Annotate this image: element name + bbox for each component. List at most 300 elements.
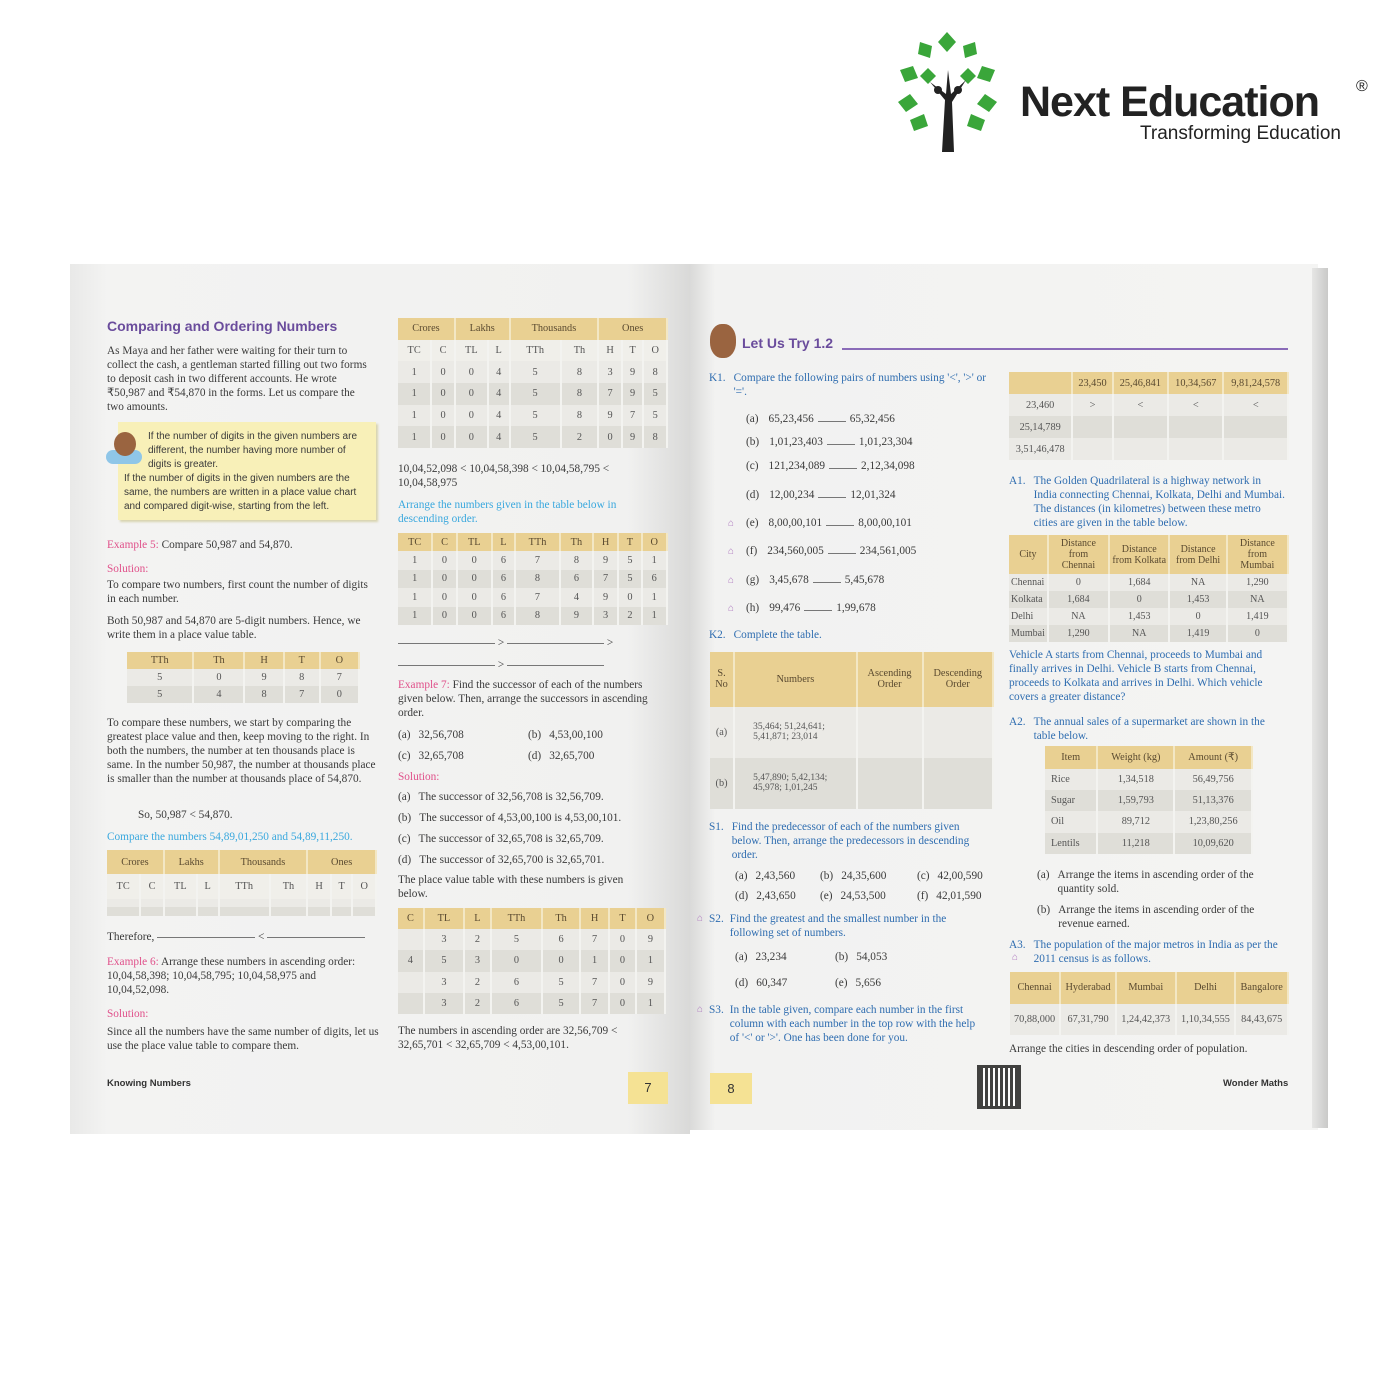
table-cell: NA bbox=[1109, 625, 1170, 642]
option-label: (d) bbox=[528, 750, 542, 762]
column-header: Mumbai bbox=[1116, 972, 1176, 1004]
home-icon: ⌂ bbox=[697, 1004, 704, 1015]
s2-label: S2. bbox=[709, 913, 724, 925]
answer-blank[interactable] bbox=[827, 444, 855, 445]
column-header: TTh bbox=[515, 533, 560, 551]
compare-exercise: Compare the numbers 54,89,01,250 and 54,89,11,250. bbox=[107, 831, 353, 843]
blank-place-value-table bbox=[107, 850, 377, 916]
column-header: Distance from Delhi bbox=[1169, 535, 1226, 574]
column-header: T bbox=[331, 874, 353, 898]
therefore-label: Therefore, bbox=[107, 931, 155, 943]
table-row bbox=[398, 588, 667, 606]
option-label: (b) bbox=[835, 951, 849, 963]
column-header: TC bbox=[107, 874, 140, 898]
column-header: Item bbox=[1045, 746, 1097, 769]
answer-blank[interactable] bbox=[398, 643, 495, 644]
answer-blank[interactable] bbox=[804, 610, 832, 611]
table-cell: 67,31,790 bbox=[1060, 1004, 1116, 1036]
table-cell: 0 bbox=[455, 405, 488, 427]
k1-item bbox=[728, 573, 884, 588]
column-header: H bbox=[307, 874, 331, 898]
table-cell: 1,419 bbox=[1169, 625, 1226, 642]
table-cell bbox=[857, 707, 923, 758]
table-cell: Rice bbox=[1045, 769, 1097, 790]
table-cell: 0 bbox=[431, 383, 455, 405]
table-row bbox=[1009, 608, 1288, 625]
page-number-8: 8 bbox=[710, 1073, 752, 1104]
a2-items bbox=[1037, 868, 1287, 931]
column-header bbox=[1009, 372, 1072, 394]
intro-paragraph: As Maya and her father were waiting for their turn to collect the cash, a gentleman started filling out two forms to deposit cash in two different accounts. He wrote ₹50,987 and ₹54,870 in the forms. Let us compare the two amounts. bbox=[107, 345, 367, 413]
ascending-result-7: The numbers in ascending order are 32,56,709 < 32,65,701 < 32,65,709 < 4,53,00,101. bbox=[398, 1025, 618, 1051]
table-cell: 7 bbox=[320, 669, 359, 686]
option-label: (a) bbox=[735, 951, 748, 963]
table-cell bbox=[1223, 416, 1288, 438]
table-cell: 3 bbox=[424, 972, 464, 993]
sales-table bbox=[1045, 746, 1253, 854]
table-row bbox=[398, 929, 665, 950]
option-label: (d) bbox=[735, 890, 749, 902]
answer-blank[interactable] bbox=[507, 665, 604, 666]
option-value: 54,053 bbox=[856, 951, 888, 963]
option-label: (c) bbox=[917, 870, 930, 882]
column-header: Delhi bbox=[1176, 972, 1236, 1004]
table-cell bbox=[1168, 416, 1223, 438]
table-cell: 1,59,793 bbox=[1097, 790, 1174, 811]
table-header-row bbox=[398, 908, 665, 929]
table-cell: 9 bbox=[593, 588, 618, 606]
column-header: Th bbox=[561, 340, 599, 362]
qr-code-icon[interactable] bbox=[980, 1068, 1018, 1106]
less-than-sign: < bbox=[258, 931, 265, 943]
option-value: 4,53,00,100 bbox=[549, 729, 603, 741]
table-cell bbox=[140, 899, 164, 908]
table-row bbox=[1010, 1004, 1288, 1036]
table-cell bbox=[219, 907, 270, 916]
k1-item bbox=[728, 435, 913, 449]
item-value-right: 5,45,678 bbox=[844, 574, 885, 586]
table-cell: 6 bbox=[542, 929, 580, 950]
table-cell: 8 bbox=[284, 669, 320, 686]
column-header: C bbox=[140, 874, 164, 898]
option-value: 42,01,590 bbox=[936, 890, 982, 902]
table-row bbox=[1045, 811, 1252, 832]
item-label: (d) bbox=[746, 489, 760, 501]
table-row bbox=[398, 361, 667, 383]
column-header: O bbox=[636, 908, 665, 929]
table-cell bbox=[352, 899, 376, 908]
column-group-header: Ones bbox=[598, 318, 667, 340]
greater-than-sign: > bbox=[606, 637, 614, 649]
answer-blank[interactable] bbox=[818, 497, 846, 498]
answer-blank[interactable] bbox=[828, 553, 856, 554]
item-value-left: 234,560,005 bbox=[767, 545, 824, 557]
table-cell: 2 bbox=[464, 929, 491, 950]
table-cell: 0 bbox=[609, 929, 636, 950]
example-7-solutions bbox=[398, 790, 621, 867]
column-header: Distance from Chennai bbox=[1048, 535, 1109, 574]
option-value: 32,65,700 bbox=[549, 750, 595, 762]
table-cell: 9 bbox=[560, 607, 593, 625]
option-value: 2,43,650 bbox=[756, 890, 796, 902]
table-cell: 5 bbox=[618, 551, 641, 569]
item-label: (h) bbox=[746, 602, 760, 614]
table-cell: 7 bbox=[580, 972, 609, 993]
column-header: H bbox=[580, 908, 609, 929]
table-cell: 3 bbox=[464, 950, 491, 971]
table-cell: 0 bbox=[457, 607, 492, 625]
table-cell: 1 bbox=[398, 551, 432, 569]
column-header: Distance from Kolkata bbox=[1109, 535, 1170, 574]
table-cell bbox=[140, 907, 164, 916]
chapter-footer: Knowing Numbers bbox=[107, 1078, 191, 1089]
table-row bbox=[127, 669, 359, 686]
k1-item bbox=[728, 544, 916, 559]
item-value-right: 2,12,34,098 bbox=[861, 460, 915, 472]
table-cell bbox=[164, 907, 197, 916]
brand-name: Next Education bbox=[1020, 78, 1319, 126]
table-cell bbox=[1223, 438, 1288, 460]
table-cell: 0 bbox=[455, 361, 488, 383]
table-cell: < bbox=[1113, 394, 1168, 416]
table-cell: 8 bbox=[561, 361, 599, 383]
answer-blank[interactable] bbox=[829, 468, 857, 469]
table-cell: 9 bbox=[593, 551, 618, 569]
column-header: L bbox=[197, 874, 219, 898]
answer-blank[interactable] bbox=[157, 937, 255, 938]
table-subheader bbox=[107, 874, 376, 898]
item-value-right: 1,99,678 bbox=[836, 602, 876, 614]
table-cell bbox=[398, 993, 424, 1014]
table-row bbox=[1009, 438, 1288, 460]
successor-table bbox=[398, 908, 666, 1014]
table-row bbox=[398, 383, 667, 405]
a3-question: The population of the major metros in India as per the 2011 census is as follows. bbox=[1033, 939, 1278, 965]
table-cell: 4 bbox=[488, 405, 510, 427]
option-label: (f) bbox=[917, 890, 929, 902]
option-label: (b) bbox=[820, 870, 834, 882]
table-cell: 9 bbox=[636, 929, 665, 950]
table-row bbox=[1045, 833, 1252, 854]
table-cell: 1 bbox=[398, 607, 432, 625]
table-row bbox=[398, 972, 665, 993]
descending-table bbox=[398, 533, 668, 625]
table-cell: 1 bbox=[636, 993, 665, 1014]
table-row bbox=[1045, 769, 1252, 790]
table-cell bbox=[1113, 416, 1168, 438]
s3-question: In the table given, compare each number in the first column with each number in the top row with the help of '<' or '>'. One has been done for you. bbox=[729, 1004, 976, 1044]
k1-label: K1. bbox=[709, 372, 726, 384]
table-cell: 0 bbox=[457, 570, 492, 588]
column-header: TL bbox=[164, 874, 197, 898]
table-cell: 11,218 bbox=[1097, 833, 1174, 854]
table-row bbox=[398, 570, 667, 588]
example-5-text: Compare 50,987 and 54,870. bbox=[161, 539, 293, 551]
option-value: 24,53,500 bbox=[840, 890, 886, 902]
option-value: 32,56,708 bbox=[418, 729, 464, 741]
table-cell bbox=[398, 972, 424, 993]
answer-blank[interactable] bbox=[507, 643, 604, 644]
table-cell: 1 bbox=[398, 588, 432, 606]
table-cell: 5 bbox=[542, 993, 580, 1014]
answer-blank[interactable] bbox=[818, 421, 846, 422]
s2-options bbox=[735, 950, 935, 990]
table-cell: 1 bbox=[642, 588, 667, 606]
column-header: L bbox=[492, 533, 515, 551]
table-cell: 2 bbox=[561, 426, 599, 448]
column-header: Numbers bbox=[734, 652, 857, 707]
item-value-left: 65,23,456 bbox=[768, 413, 814, 425]
table-cell: 10,09,620 bbox=[1174, 833, 1252, 854]
column-header: Ascending Order bbox=[857, 652, 923, 707]
table-cell: 8 bbox=[515, 607, 560, 625]
s1-label: S1. bbox=[709, 821, 724, 833]
solution-label: (b) bbox=[398, 812, 412, 824]
table-cell: 1 bbox=[398, 383, 431, 405]
table-cell: 0 bbox=[457, 551, 492, 569]
table-cell: 9 bbox=[622, 361, 644, 383]
column-group-header: Ones bbox=[307, 850, 376, 874]
table-cell: 9 bbox=[636, 972, 665, 993]
table-cell: 1,419 bbox=[1227, 608, 1288, 625]
example-6-text: Arrange these numbers in ascending order: 10,04,58,398; 10,04,58,795; 10,04,58,975 and 10,04,52,098. bbox=[107, 956, 356, 996]
tree-logo-icon bbox=[890, 30, 1005, 155]
option-label: (a) bbox=[735, 870, 748, 882]
table-cell bbox=[1113, 438, 1168, 460]
s3-comparison-table bbox=[1009, 372, 1289, 460]
table-cell: 7 bbox=[515, 551, 560, 569]
table-cell bbox=[307, 899, 331, 908]
table-cell: Sugar bbox=[1045, 790, 1097, 811]
table-cell: 1 bbox=[398, 405, 431, 427]
table-cell: 70,88,000 bbox=[1010, 1004, 1060, 1036]
table-header-row bbox=[1009, 535, 1288, 574]
table-cell: 0 bbox=[455, 426, 488, 448]
table-cell: 5 bbox=[127, 686, 193, 703]
table-cell: 1,684 bbox=[1048, 591, 1109, 608]
a2-label: A2. bbox=[1009, 716, 1026, 728]
table-cell: 5 bbox=[542, 972, 580, 993]
table-cell: 9 bbox=[244, 669, 283, 686]
s1-question: Find the predecessor of each of the numbers given below. Then, arrange the predecessors in descending order. bbox=[731, 821, 970, 861]
home-icon: ⌂ bbox=[1012, 952, 1019, 963]
column-header: Descending Order bbox=[923, 652, 994, 707]
table-cell: 1,453 bbox=[1109, 608, 1170, 625]
table-group-header bbox=[398, 318, 667, 340]
table-cell bbox=[107, 907, 140, 916]
option-label: (e) bbox=[820, 890, 833, 902]
table-cell: 4 bbox=[398, 950, 424, 971]
table-header-row bbox=[398, 533, 667, 551]
option-label: (b) bbox=[528, 729, 542, 741]
home-icon: ⌂ bbox=[728, 575, 735, 586]
s1-options bbox=[735, 869, 997, 903]
item-value-right: 8,00,00,101 bbox=[858, 517, 912, 529]
table-cell: 3 bbox=[424, 993, 464, 1014]
column-header: Amount (₹) bbox=[1174, 746, 1252, 769]
k1-item bbox=[728, 412, 895, 426]
table-cell: 8 bbox=[560, 551, 593, 569]
table-cell: 1,290 bbox=[1048, 625, 1109, 642]
brand-logo bbox=[890, 30, 1370, 160]
column-header: TTh bbox=[491, 908, 542, 929]
table-cell: 7 bbox=[593, 570, 618, 588]
table-cell: Chennai bbox=[1009, 574, 1048, 591]
solution-line: The successor of 32,56,708 is 32,56,709. bbox=[418, 791, 604, 803]
k1-item bbox=[728, 601, 876, 616]
table-cell: 1 bbox=[398, 361, 431, 383]
answer-blank[interactable] bbox=[398, 665, 495, 666]
table-cell: (b) bbox=[710, 758, 734, 809]
table-cell: 8 bbox=[561, 405, 599, 427]
table-cell bbox=[1072, 438, 1112, 460]
table-cell: 3 bbox=[424, 929, 464, 950]
column-header: 25,46,841 bbox=[1113, 372, 1168, 394]
table-cell: 0 bbox=[491, 950, 542, 971]
table-cell: 7 bbox=[515, 588, 560, 606]
table-cell: 1,10,34,555 bbox=[1176, 1004, 1236, 1036]
table-cell: 0 bbox=[431, 426, 455, 448]
table-cell: 0 bbox=[432, 570, 456, 588]
a1-question: The Golden Quadrilateral is a highway network in India connecting Chennai, Kolkata, Delhi and Mumbai. The distances (in kilometres) between these metro cities are given in the table below. bbox=[1033, 475, 1285, 529]
column-header: Bangalore bbox=[1235, 972, 1288, 1004]
table-cell: 8 bbox=[515, 570, 560, 588]
table-cell: 5 bbox=[491, 929, 542, 950]
answer-blank[interactable] bbox=[813, 582, 841, 583]
table-cell: 0 bbox=[431, 405, 455, 427]
item-value-left: 99,476 bbox=[769, 602, 801, 614]
home-icon: ⌂ bbox=[728, 518, 735, 529]
table-cell: 0 bbox=[618, 588, 641, 606]
table-row bbox=[398, 426, 667, 448]
column-header: Th bbox=[542, 908, 580, 929]
table-row bbox=[1009, 416, 1288, 438]
k2-label: K2. bbox=[709, 629, 726, 641]
greater-than-sign: > bbox=[497, 637, 505, 649]
column-group-header: Lakhs bbox=[164, 850, 219, 874]
table-cell: 6 bbox=[492, 570, 515, 588]
column-header: Th bbox=[270, 874, 308, 898]
solution-label: (d) bbox=[398, 854, 412, 866]
table-cell bbox=[107, 899, 140, 908]
table-cell: 1,34,518 bbox=[1097, 769, 1174, 790]
table-cell bbox=[1168, 438, 1223, 460]
table-cell: 5 bbox=[618, 570, 641, 588]
table-row bbox=[398, 405, 667, 427]
option-value: 2,43,560 bbox=[755, 870, 796, 882]
column-header: C bbox=[431, 340, 455, 362]
descending-exercise: Arrange the numbers given in the table below in descending order. bbox=[398, 499, 617, 525]
column-header: TTh bbox=[510, 340, 561, 362]
example-7-text: Find the successor of each of the numbers given below. Then, arrange the successors in ascending order. bbox=[398, 679, 648, 719]
table-cell: 1 bbox=[636, 950, 665, 971]
column-header: TTh bbox=[127, 652, 193, 669]
home-icon: ⌂ bbox=[697, 913, 704, 924]
table-cell: 2 bbox=[464, 972, 491, 993]
table-cell: 8 bbox=[643, 426, 667, 448]
item-value-left: 8,00,00,101 bbox=[768, 517, 823, 529]
table-cell: 3,51,46,478 bbox=[1009, 438, 1072, 460]
k1-item bbox=[728, 459, 915, 473]
table-cell: 1 bbox=[398, 426, 431, 448]
table-cell: 0 bbox=[432, 607, 456, 625]
answer-blank[interactable] bbox=[267, 937, 365, 938]
item-label: (b) bbox=[746, 436, 760, 448]
table-cell: 1,290 bbox=[1227, 574, 1288, 591]
ascending-result-6: 10,04,52,098 < 10,04,58,398 < 10,04,58,795 < 10,04,58,975 bbox=[398, 463, 610, 489]
table-row bbox=[107, 899, 376, 908]
place-value-intro: The place value table with these numbers is given below. bbox=[398, 874, 624, 900]
table-cell: NA bbox=[1227, 591, 1288, 608]
table-cell: 7 bbox=[580, 929, 609, 950]
page-number-7: 7 bbox=[628, 1072, 668, 1104]
table-row bbox=[1009, 394, 1288, 416]
table-header-row bbox=[1045, 746, 1252, 769]
table-cell: 0 bbox=[432, 551, 456, 569]
population-table bbox=[1010, 972, 1289, 1035]
item-text: Arrange the items in ascending order of the quantity sold. bbox=[1057, 869, 1254, 895]
column-header: TL bbox=[424, 908, 464, 929]
example-7-options bbox=[398, 728, 658, 763]
k2-question: Complete the table. bbox=[733, 629, 822, 641]
table-cell: 7 bbox=[622, 405, 644, 427]
table-cell: 9 bbox=[598, 405, 622, 427]
item-label: (b) bbox=[1037, 904, 1051, 916]
table-cell: 7 bbox=[284, 686, 320, 703]
column-header: T bbox=[618, 533, 641, 551]
option-value: 32,65,708 bbox=[418, 750, 464, 762]
table-cell: 4 bbox=[560, 588, 593, 606]
table-header-row bbox=[1009, 372, 1288, 394]
column-header: Chennai bbox=[1010, 972, 1060, 1004]
table-cell: 51,13,376 bbox=[1174, 790, 1252, 811]
table-cell: 0 bbox=[609, 950, 636, 971]
item-value-left: 12,00,234 bbox=[769, 489, 815, 501]
table-row bbox=[1045, 790, 1252, 811]
column-header: S. No bbox=[710, 652, 734, 707]
column-header: Hyderabad bbox=[1060, 972, 1116, 1004]
table-cell: Kolkata bbox=[1009, 591, 1048, 608]
owl-mascot-icon bbox=[106, 428, 142, 466]
table-cell: 9 bbox=[622, 383, 644, 405]
item-label: (c) bbox=[746, 460, 759, 472]
item-label: (e) bbox=[746, 517, 759, 529]
column-group-header: Thousands bbox=[219, 850, 308, 874]
column-header: Th bbox=[193, 652, 244, 669]
table-cell: 1 bbox=[580, 950, 609, 971]
table-cell: 23,460 bbox=[1009, 394, 1072, 416]
column-header: 10,34,567 bbox=[1168, 372, 1223, 394]
greater-than-sign: > bbox=[497, 659, 505, 671]
owl-mascot-icon bbox=[710, 324, 736, 358]
k2-table bbox=[710, 652, 994, 809]
table-cell: 6 bbox=[492, 551, 515, 569]
option-label: (e) bbox=[835, 977, 848, 989]
table-row bbox=[398, 993, 665, 1014]
column-header: TL bbox=[457, 533, 492, 551]
section-title: Comparing and Ordering Numbers bbox=[107, 318, 338, 334]
table-cell: 0 bbox=[598, 426, 622, 448]
table-cell: 2 bbox=[618, 607, 641, 625]
tip-note bbox=[118, 422, 376, 520]
item-text: Arrange the items in ascending order of the revenue earned. bbox=[1058, 904, 1255, 930]
table-cell: 0 bbox=[542, 950, 580, 971]
table-cell: 1 bbox=[398, 570, 432, 588]
table-row bbox=[398, 607, 667, 625]
option-value: 23,234 bbox=[755, 951, 787, 963]
answer-blank[interactable] bbox=[826, 525, 854, 526]
column-header: T bbox=[609, 908, 636, 929]
